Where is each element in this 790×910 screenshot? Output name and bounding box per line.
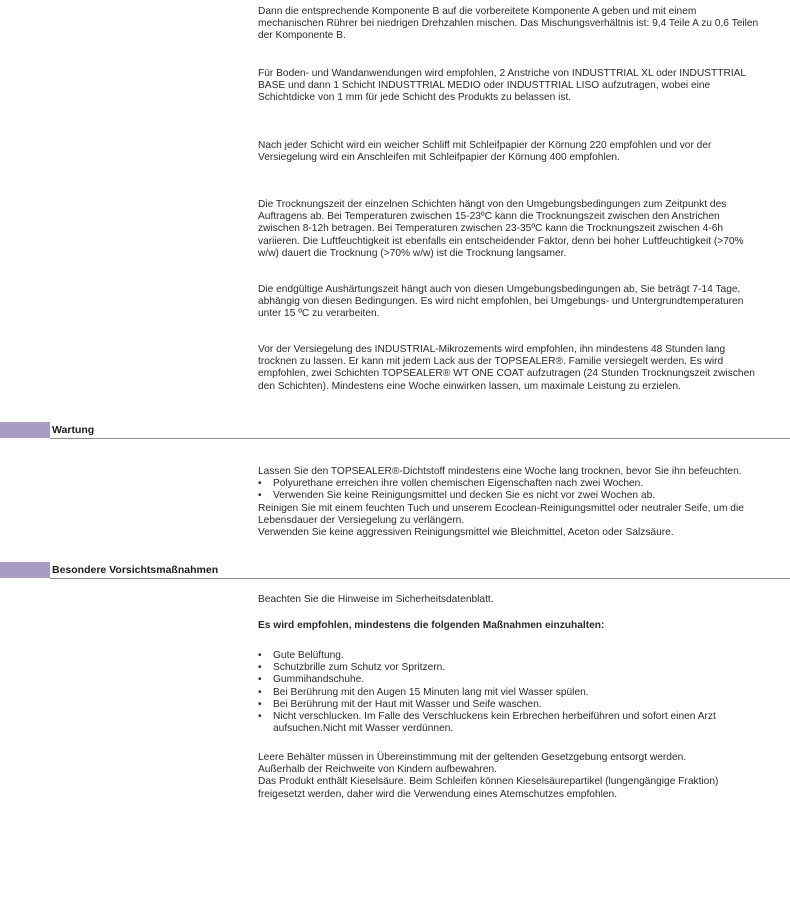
vorsicht-bold-text: Es wird empfohlen, mindestens die folgenden Maßnahmen einzuhalten: [258,620,605,631]
section-divider [50,578,790,579]
paragraph-text: Nach jeder Schicht wird ein weicher Schliff mit Schleifpapier der Körnung 220 empfohlen und vor der Versiegelung wird ein Anschleifen mit Schleifpapier der Körnung 400 empfohlen. [258,140,712,164]
vorsicht-bullets [258,650,763,735]
intro-paragraph-5 [258,284,763,321]
list-item: • Gummihandschuhe. [258,674,763,686]
vorsicht-text: Das Produkt enthält Kieselsäure. Beim Schleifen können Kieselsäurepartikel (lungengängige Fraktion) freigesetzt werden, daher wird die Verwendung eines Atemschutzes empfohlen. [258,776,719,800]
section-header-wartung [0,422,790,442]
vorsicht-text: Leere Behälter müssen in Übereinstimmung mit der geltenden Gesetzgebung entsorgt werden. [258,752,687,763]
wartung-text: Verwenden Sie keine aggressiven Reinigungsmittel wie Bleichmittel, Aceton oder Salzsäure. [258,527,674,539]
intro-paragraph-2 [258,68,763,105]
intro-paragraph-6 [258,344,763,393]
list-item: • Nicht verschlucken. Im Falle des Verschluckens kein Erbrechen herbeiführen und sofort einen Arzt aufsuchen.Nicht mit Wasser verdünnen. [258,711,763,735]
wartung-lead: Lassen Sie den TOPSEALER®-Dichtstoff mindestens eine Woche lang trocknen, bevor Sie ihn befeuchten. [258,466,742,477]
vorsicht-after [258,752,763,801]
intro-paragraph-3 [258,140,763,164]
vorsicht-lead [258,594,763,606]
intro-paragraph-4 [258,199,763,260]
list-item: • Gute Belüftung. [258,650,763,662]
vorsicht-text: Außerhalb der Reichweite von Kindern aufbewahren. [258,764,497,776]
wartung-text: Reinigen Sie mit einem feuchten Tuch und unserem Ecoclean-Reinigungsmittel oder neutraler Seife, um die Lebensdauer der Versiegelung zu verlängern. [258,502,744,526]
vorsicht-lead-text: Beachten Sie die Hinweise im Sicherheitsdatenblatt. [258,594,494,605]
section-accent-bar [0,562,50,578]
section-title: Wartung [52,424,95,436]
paragraph-text: Dann die entsprechende Komponente B auf die vorbereitete Komponente A geben und mit einem mechanischen Rührer bei niedrigen Drehzahlen mischen. Das Mischungsverhältnis ist: 9,4 Teile A zu 0,6 Teilen der Komponente B. [258,6,759,42]
paragraph-text: Die Trocknungszeit der einzelnen Schichten hängt von den Umgebungsbedingungen zum Zeitpunkt des Auftragens ab. Bei Temperaturen zwischen 15-23ºC kann die Trocknungszeit zwischen den Anstrichen zwischen 8-12h betragen. Bei Temperaturen zwischen 23-35ºC kann die Trocknungszeit zwischen 4-6h variieren. Die Luftfeuchtigkeit ist ebenfalls ein entscheidender Faktor, denn bei hoher Luftfeuchtigkeit (>70% w/w) dauert die Trocknung (>70% w/w) ist die Trocknung langsamer. [258,199,744,259]
section-header-vorsicht [0,562,790,582]
section-accent-bar [0,422,50,438]
section-title: Besondere Vorsichtsmaßnahmen [52,564,219,576]
section-divider [50,438,790,439]
intro-paragraph-1 [258,6,763,43]
list-item: • Bei Berührung mit der Haut mit Wasser und Seife waschen. [258,699,763,711]
paragraph-text: Die endgültige Aushärtungszeit hängt auch von diesen Umgebungsbedingungen ab, Sie beträgt 7-14 Tage, abhängig von diesen Bedingungen. Es wird nicht empfohlen, bei Umgebungs- und Untergrundtemperaturen unter 15 ºC zu verarbeiten. [258,284,744,320]
vorsicht-bold-heading [258,620,763,632]
list-item: • Bei Berührung mit den Augen 15 Minuten lang mit viel Wasser spülen. [258,687,763,699]
list-item: • Verwenden Sie keine Reinigungsmittel und decken Sie es nicht vor zwei Wochen ab. [258,490,763,502]
list-item: • Schutzbrille zum Schutz vor Spritzern. [258,662,763,674]
wartung-body [258,466,763,539]
paragraph-text: Vor der Versiegelung des INDUSTRIAL-Mikrozements wird empfohlen, ihn mindestens 48 Stunden lang trocknen zu lassen. Er kann mit jedem Lack aus der TOPSEALER®. Familie versiegelt werden. Es wird empfohlen, zwei Schichten TOPSEALER® WT ONE COAT aufzutragen (24 Stunden Trocknungszeit zwischen den Schichten). Mindestens eine Woche einwirken lassen, um maximale Leistung zu erzielen. [258,344,755,392]
list-item: • Polyurethane erreichen ihre vollen chemischen Eigenschaften nach zwei Wochen. [258,478,763,490]
paragraph-text: Für Boden- und Wandanwendungen wird empfohlen, 2 Anstriche von INDUSTTRIAL XL oder INDUSTTRIAL BASE und dann 1 Schicht INDUSTTRIAL MEDIO oder INDUSTTRIAL LISO aufzutragen, wobei eine Schichtdicke von 1 mm für jede Schicht des Produkts zu belassen ist. [258,68,746,104]
